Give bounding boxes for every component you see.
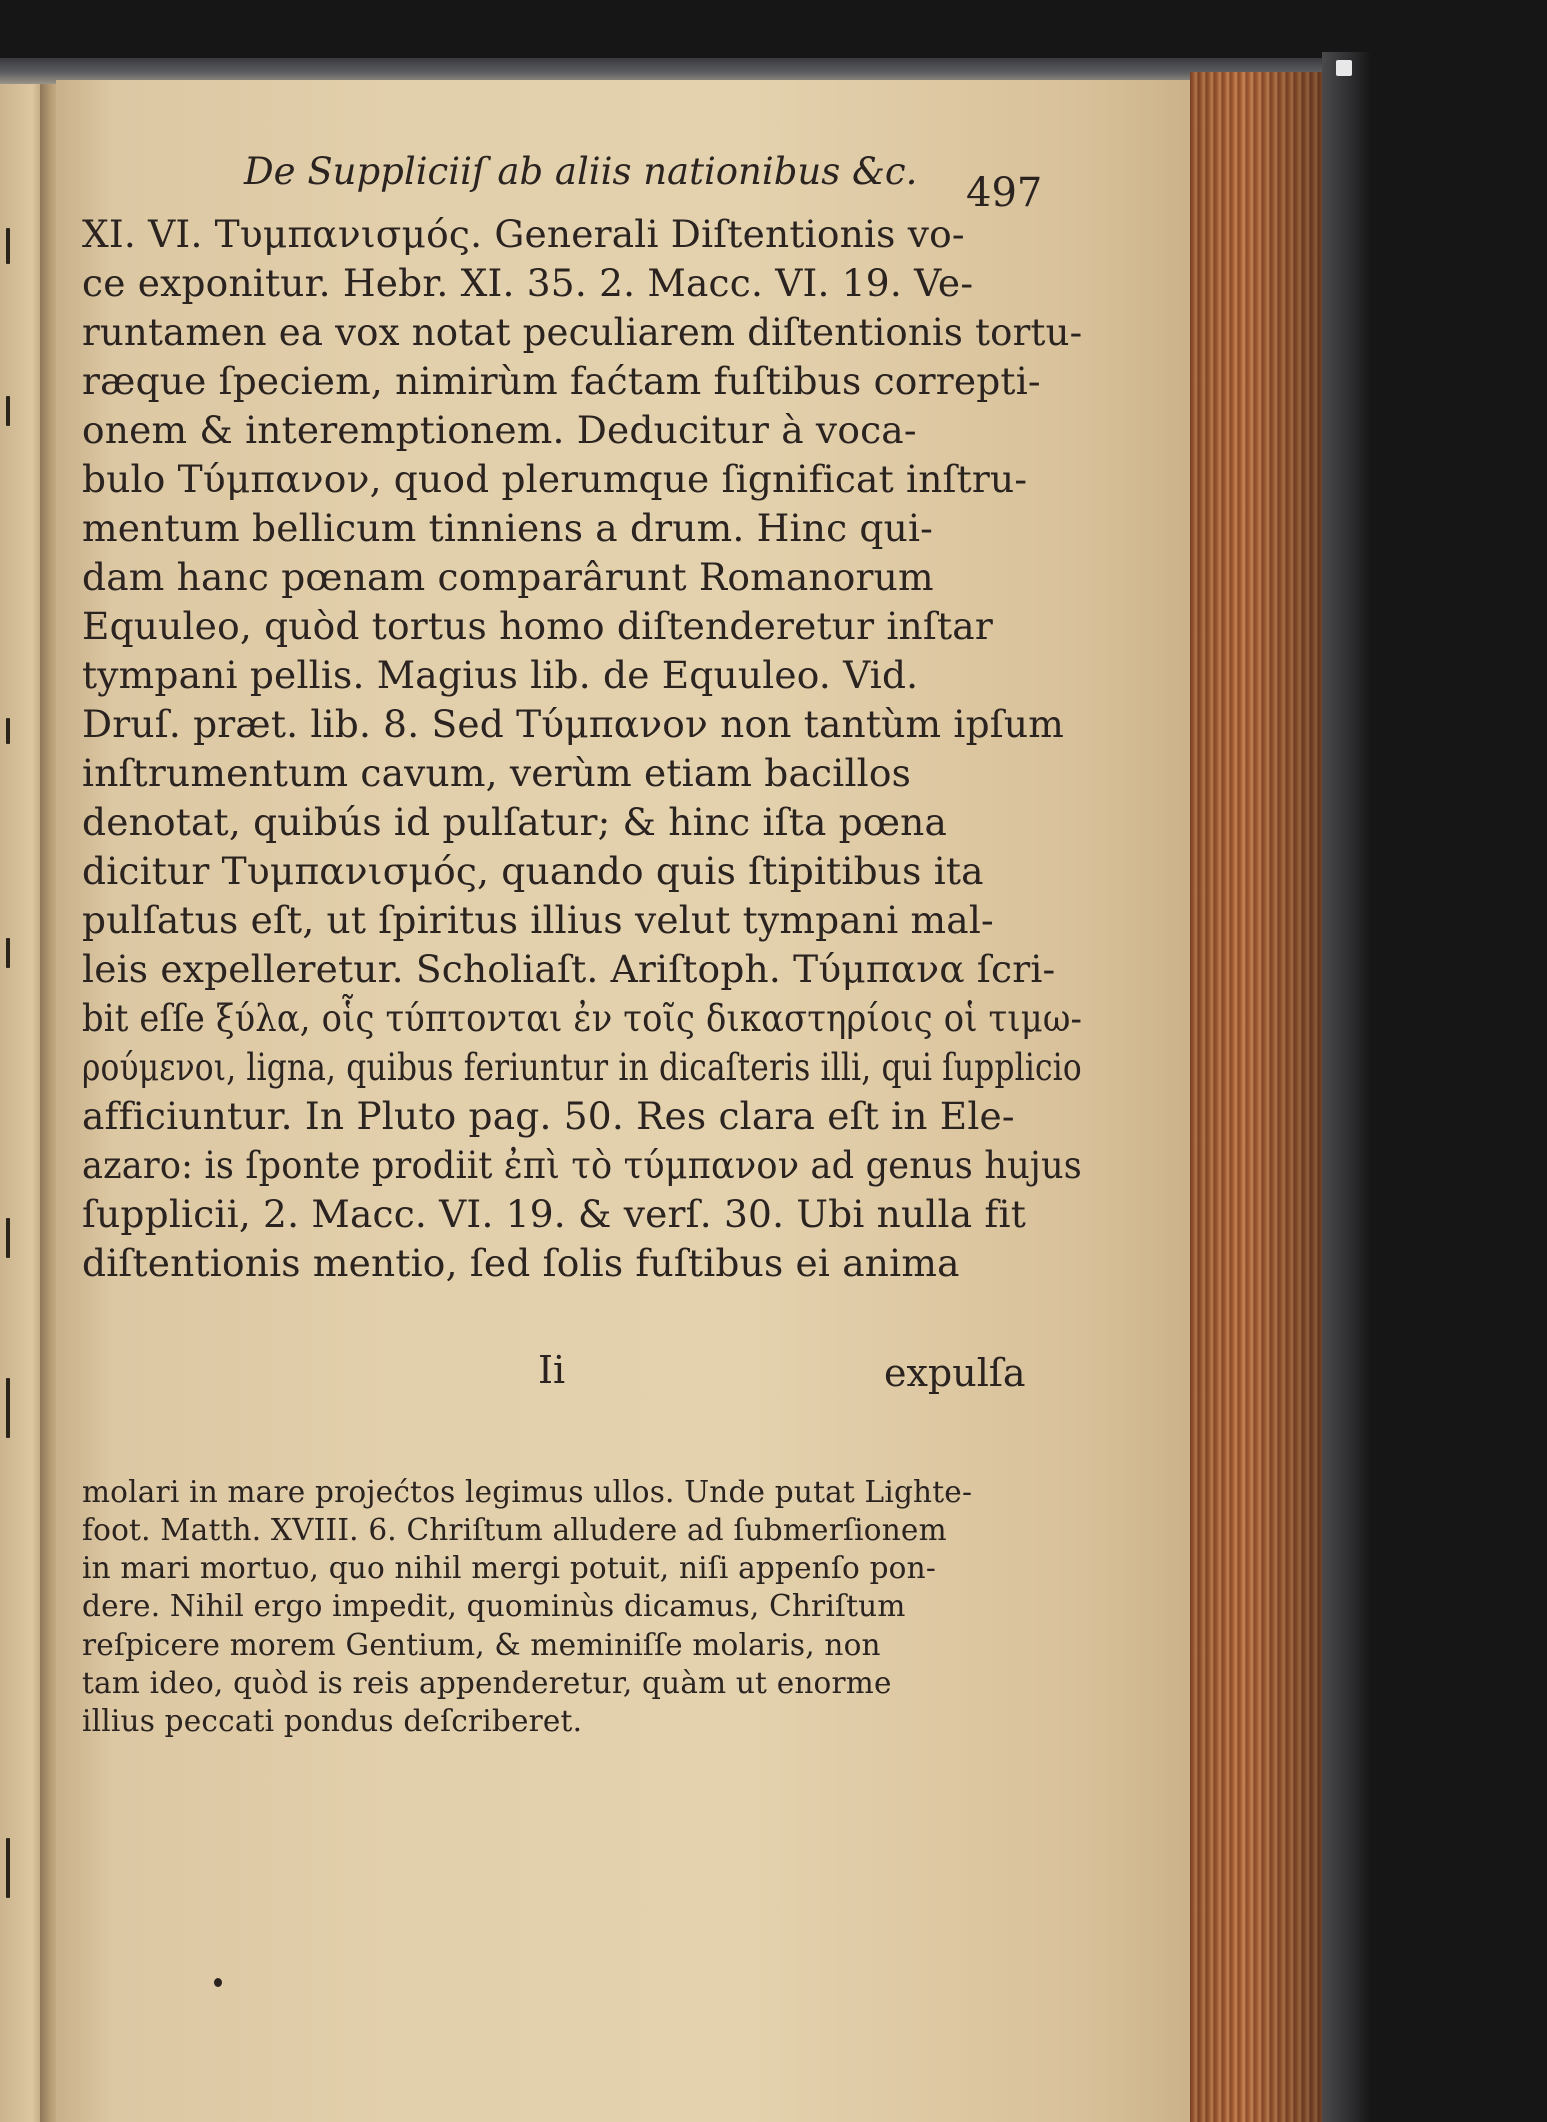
catchword: expulſa: [884, 1351, 1026, 1395]
ink-fragment: [6, 1838, 10, 1898]
footnote-line: reſpicere morem Gentium, & meminiſſe molaris, non: [82, 1628, 881, 1662]
text-line: azaro: is ſponte prodiit ἐπὶ τὸ τύμπανον ad genus hujus: [82, 1143, 1082, 1187]
text-line: XI. VI. Τυμπανισμός. Generali Diſtentionis vo-: [82, 212, 965, 256]
footnote-line: molari in mare projećtos legimus ullos. Unde putat Lighte-: [82, 1475, 973, 1509]
text-line: diſtentionis mentio, ſed ſolis fuſtibus ei anima: [82, 1241, 960, 1285]
footnote-line: tam ideo, quòd is reis appenderetur, quàm ut enorme: [82, 1666, 892, 1700]
footnote-line: foot. Matth. XVIII. 6. Chriſtum alludere ad ſubmerſionem: [82, 1513, 947, 1547]
ink-fragment: [6, 396, 10, 426]
text-line: pulſatus eſt, ut ſpiritus illius velut tympani mal-: [82, 898, 994, 942]
text-line: mentum bellicum tinniens a drum. Hinc qui-: [82, 506, 934, 550]
text-line: tympani pellis. Magius lib. de Equuleo. Vid.: [82, 653, 919, 697]
text-line: dicitur Τυμπανισμός, quando quis ſtipitibus ita: [82, 849, 984, 893]
text-line: ræque ſpeciem, nimirùm faćtam fuſtibus correpti-: [82, 359, 1041, 403]
running-title: De Suppliciiſ ab aliis nationibus &c.: [244, 150, 918, 193]
text-line: runtamen ea vox notat peculiarem diſtentionis tortu-: [82, 310, 1083, 354]
text-line: Druſ. præt. lib. 8. Sed Τύμπανον non tantùm ipſum: [82, 702, 1064, 746]
text-line: denotat, quibús id pulſatur; & hinc iſta pœna: [82, 800, 948, 844]
text-line: ſupplicii, 2. Macc. VI. 19. & verſ. 30. Ubi nulla fit: [82, 1192, 1026, 1236]
text-line: ρούμενοι, ligna, quibus feriuntur in dicaſteris illi, qui ſupplicio: [82, 1045, 1082, 1089]
footnote-line: illius peccati pondus deſcriberet.: [82, 1704, 583, 1738]
text-line: afficiuntur. In Pluto pag. 50. Res clara eſt in Ele-: [82, 1094, 1015, 1138]
footnote-line: in mari mortuo, quo nihil mergi potuit, niſi appenſo pon-: [82, 1551, 937, 1585]
clip-mark: [1336, 60, 1352, 76]
ink-fragment: [6, 228, 10, 264]
text-line: bit eſſe ξύλα, οἷς τύπτονται ἐν τοῖς δικαστηρίοις οἱ τιμω-: [82, 996, 1083, 1040]
signature-mark: Ii: [538, 1348, 566, 1392]
text-line: Equuleo, quòd tortus homo diſtenderetur inſtar: [82, 604, 993, 648]
ink-fragment: [6, 1378, 10, 1438]
text-line: onem & interemptionem. Deducitur à voca-: [82, 408, 917, 452]
footnote-line: dere. Nihil ergo impedit, quominùs dicamus, Chriſtum: [82, 1589, 906, 1623]
ink-fragment: [6, 1218, 10, 1258]
text-line: inſtrumentum cavum, verùm etiam bacillos: [82, 751, 912, 795]
text-line: bulo Τύμπανον, quod plerumque ſignificat inſtru-: [82, 457, 1028, 501]
ink-fragment: [6, 938, 10, 968]
ink-fragment: [6, 718, 10, 744]
page-number: 497: [966, 170, 1043, 216]
text-line: ce exponitur. Hebr. XI. 35. 2. Macc. VI. 19. Ve-: [82, 261, 974, 305]
book-cover-edge: [1322, 52, 1372, 2122]
text-line: dam hanc pœnam comparârunt Romanorum: [82, 555, 934, 599]
page-block-shade: [1190, 72, 1325, 2122]
text-line: leis expelleretur. Scholiaſt. Ariſtoph. Τύμπανα ſcri-: [82, 947, 1056, 991]
ink-speck: [214, 1978, 222, 1987]
